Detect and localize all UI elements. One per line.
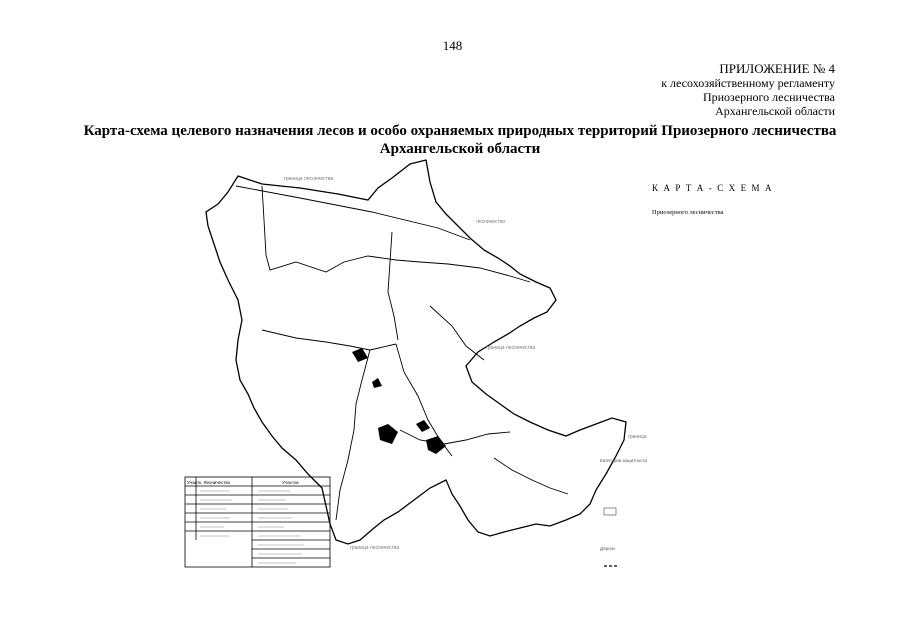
legend-heading: Категории защитности (600, 458, 648, 463)
table-header-1: Участк. Лесничество (187, 480, 231, 485)
legend-roads: Дороги (600, 546, 615, 551)
map-label-east-1: лесничество (476, 219, 506, 225)
inset-subtitle: Приозерного лесничества (652, 209, 724, 216)
district-table (185, 477, 330, 567)
map-label-south: граница лесничества (350, 545, 400, 551)
legend-swatch (604, 508, 616, 515)
appendix-line-2: Приозерного лесничества (702, 90, 835, 104)
district-borders (236, 186, 568, 520)
appendix-title: ПРИЛОЖЕНИЕ № 4 (719, 61, 835, 76)
page-number: 148 (442, 38, 463, 53)
map-label-east-2: граница лесничества (486, 345, 536, 351)
map-label-east-3: граница (628, 434, 647, 440)
inset-title: К А Р Т А - С Х Е М А (652, 183, 774, 193)
appendix-line-1: к лесохозяйственному регламенту (661, 76, 835, 90)
table-header-2: Участок (282, 480, 299, 485)
appendix-line-3: Архангельской области (715, 104, 835, 118)
map-label-north: граница лесничества (284, 176, 334, 182)
page-title: Карта-схема целевого назначения лесов и особо охраняемых природных территорий Приозерного лесничества Архангельской области (83, 123, 837, 157)
